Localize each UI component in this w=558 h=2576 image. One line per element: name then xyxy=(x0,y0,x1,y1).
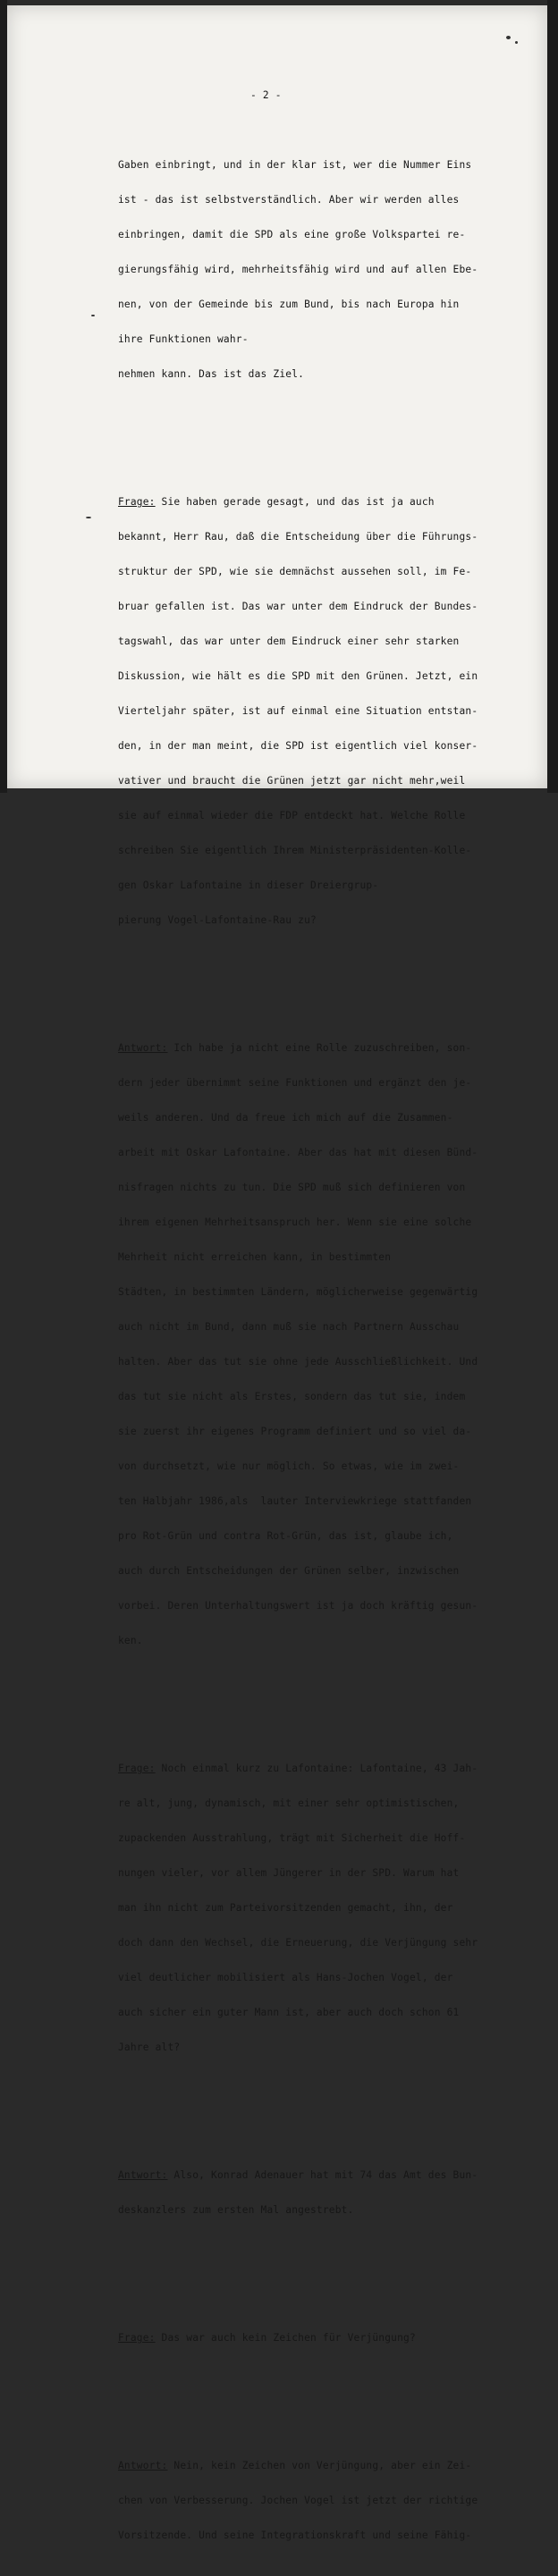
paragraph-question-2 xyxy=(118,1739,494,2076)
text-line: chen von Verbesserung. Jochen Vogel ist jetzt der richtige xyxy=(118,2495,478,2506)
text-line: gierungsfähig wird, mehrheitsfähig wird und auf allen Ebe- xyxy=(118,264,478,275)
text-line: doch dann den Wechsel, die Erneuerung, die Verjüngung sehr xyxy=(118,1937,478,1949)
text-line: pierung Vogel-Lafontaine-Rau zu? xyxy=(118,914,317,926)
text-line: ken. xyxy=(118,1635,143,1646)
text-line: Vierteljahr später, ist auf einmal eine Situation entstan- xyxy=(118,705,478,717)
document-text xyxy=(118,66,494,2576)
paragraph-intro xyxy=(118,136,494,403)
text-line: nungen vieler, vor allem Jüngerer in der SPD. Warum hat xyxy=(118,1867,460,1879)
text-line: auch nicht im Bund, dann muß sie nach Partnern Ausschau xyxy=(118,1321,460,1333)
text-line: nehmen kann. Das ist das Ziel. xyxy=(118,368,305,380)
paragraph-question-3 xyxy=(118,2309,494,2367)
scan-speck xyxy=(515,41,518,44)
text-line: dern jeder übernimmt seine Funktionen und ergänzt den je- xyxy=(118,1077,472,1089)
scan-border-right xyxy=(547,0,558,793)
text-line: deskanzlers zum ersten Mal angestrebt. xyxy=(118,2204,354,2216)
text-line: viel deutlicher mobilisiert als Hans-Jochen Vogel, der xyxy=(118,1972,453,1983)
text-line: Städten, in bestimmten Ländern, möglicherweise gegenwärtig xyxy=(118,1286,478,1298)
paragraph-answer-3 xyxy=(118,2437,494,2564)
speaker-label: Frage: xyxy=(118,1763,156,1774)
text-line: schreiben Sie eigentlich Ihrem Ministerpräsidenten-Kolle- xyxy=(118,845,472,856)
text-line: ihre Funktionen wahr- xyxy=(118,333,249,345)
text-line: Gaben einbringt, und in der klar ist, wer die Nummer Eins xyxy=(118,159,472,171)
scan-speck xyxy=(86,517,91,518)
text-line: Frage: Sie haben gerade gesagt, und das ist ja auch xyxy=(118,496,435,508)
text-line: Vorsitzende. Und seine Integrationskraft und seine Fähig- xyxy=(118,2530,472,2541)
text-line: auch durch Entscheidungen der Grünen selber, inzwischen xyxy=(118,1565,460,1577)
text-line: vorbei. Deren Unterhaltungswert ist ja doch kräftig gesun- xyxy=(118,1600,478,1612)
text-line: auch sicher ein guter Mann ist, aber auch doch schon 61 xyxy=(118,2007,460,2018)
paragraph-answer-2 xyxy=(118,2146,494,2239)
text-line: weils anderen. Und da freue ich mich auf die Zusammen- xyxy=(118,1112,453,1124)
text-line: nisfragen nichts zu tun. Die SPD muß sich definieren von xyxy=(118,1182,466,1193)
scan-speck xyxy=(91,315,95,316)
speaker-label: Antwort: xyxy=(118,1042,168,1054)
text-line: sie zuerst ihr eigenes Programm definiert und so viel da- xyxy=(118,1426,472,1437)
text-line: pro Rot-Grün und contra Rot-Grün, das ist, glaube ich, xyxy=(118,1530,453,1542)
text-line: Antwort: Also, Konrad Adenauer hat mit 74 das Amt des Bun- xyxy=(118,2169,478,2181)
paragraph-answer-1 xyxy=(118,1019,494,1670)
text-line: ten Halbjahr 1986,als lauter Interviewkriege stattfanden xyxy=(118,1495,472,1507)
text-line: bekannt, Herr Rau, daß die Entscheidung über die Führungs- xyxy=(118,531,478,543)
text-line: Antwort: Nein, kein Zeichen von Verjüngung, aber ein Zei- xyxy=(118,2460,472,2471)
text-line: zupackenden Ausstrahlung, trägt mit Sicherheit die Hoff- xyxy=(118,1832,466,1844)
scan-border-left xyxy=(0,0,7,793)
text-line: von durchsetzt, wie nur möglich. So etwas, wie im zwei- xyxy=(118,1461,460,1472)
text-line: sie auf einmal wieder die FDP entdeckt hat. Welche Rolle xyxy=(118,810,466,821)
text-line: nen, von der Gemeinde bis zum Bund, bis nach Europa hin xyxy=(118,299,460,310)
paragraph-question-1 xyxy=(118,473,494,949)
text-line: tagswahl, das war unter dem Eindruck einer sehr starken xyxy=(118,636,460,647)
speaker-label: Antwort: xyxy=(118,2169,168,2181)
text-line: Antwort: Ich habe ja nicht eine Rolle zuzuschreiben, son- xyxy=(118,1042,472,1054)
text-line: vativer und braucht die Grünen jetzt gar nicht mehr,weil xyxy=(118,775,466,787)
text-line: Frage: Noch einmal kurz zu Lafontaine: Lafontaine, 43 Jah- xyxy=(118,1763,478,1774)
text-line: Diskussion, wie hält es die SPD mit den Grünen. Jetzt, ein xyxy=(118,670,478,682)
text-line: re alt, jung, dynamisch, mit einer sehr optimistischen, xyxy=(118,1797,460,1809)
scan-speck xyxy=(506,36,511,39)
text-line: arbeit mit Oskar Lafontaine. Aber das hat mit diesen Bünd- xyxy=(118,1147,478,1158)
text-line: ihrem eigenen Mehrheitsanspruch her. Wenn sie eine solche xyxy=(118,1216,472,1228)
text-line: struktur der SPD, wie sie demnächst aussehen soll, im Fe- xyxy=(118,566,472,577)
text-line: Jahre alt? xyxy=(118,2041,181,2053)
text-line: ist - das ist selbstverständlich. Aber wir werden alles xyxy=(118,194,460,206)
text-line: den, in der man meint, die SPD ist eigentlich viel konser- xyxy=(118,740,478,752)
speaker-label: Antwort: xyxy=(118,2460,168,2471)
text-line: gen Oskar Lafontaine in dieser Dreiergrup- xyxy=(118,880,379,891)
text-line: halten. Aber das tut sie ohne jede Ausschließlichkeit. Und xyxy=(118,1356,478,1368)
page-number: - 2 - xyxy=(250,89,282,101)
text-line: Frage: Das war auch kein Zeichen für Verjüngung? xyxy=(118,2332,416,2344)
text-line: man ihn nicht zum Parteivorsitzenden gemacht, ihn, der xyxy=(118,1902,453,1914)
text-line: das tut sie nicht als Erstes, sondern das tut sie, indem xyxy=(118,1391,466,1402)
speaker-label: Frage: xyxy=(118,496,156,508)
text-line: einbringen, damit die SPD als eine große Volkspartei re- xyxy=(118,229,466,240)
text-line: Mehrheit nicht erreichen kann, in bestimmten xyxy=(118,1251,392,1263)
text-line: bruar gefallen ist. Das war unter dem Eindruck der Bundes- xyxy=(118,601,478,612)
speaker-label: Frage: xyxy=(118,2332,156,2344)
